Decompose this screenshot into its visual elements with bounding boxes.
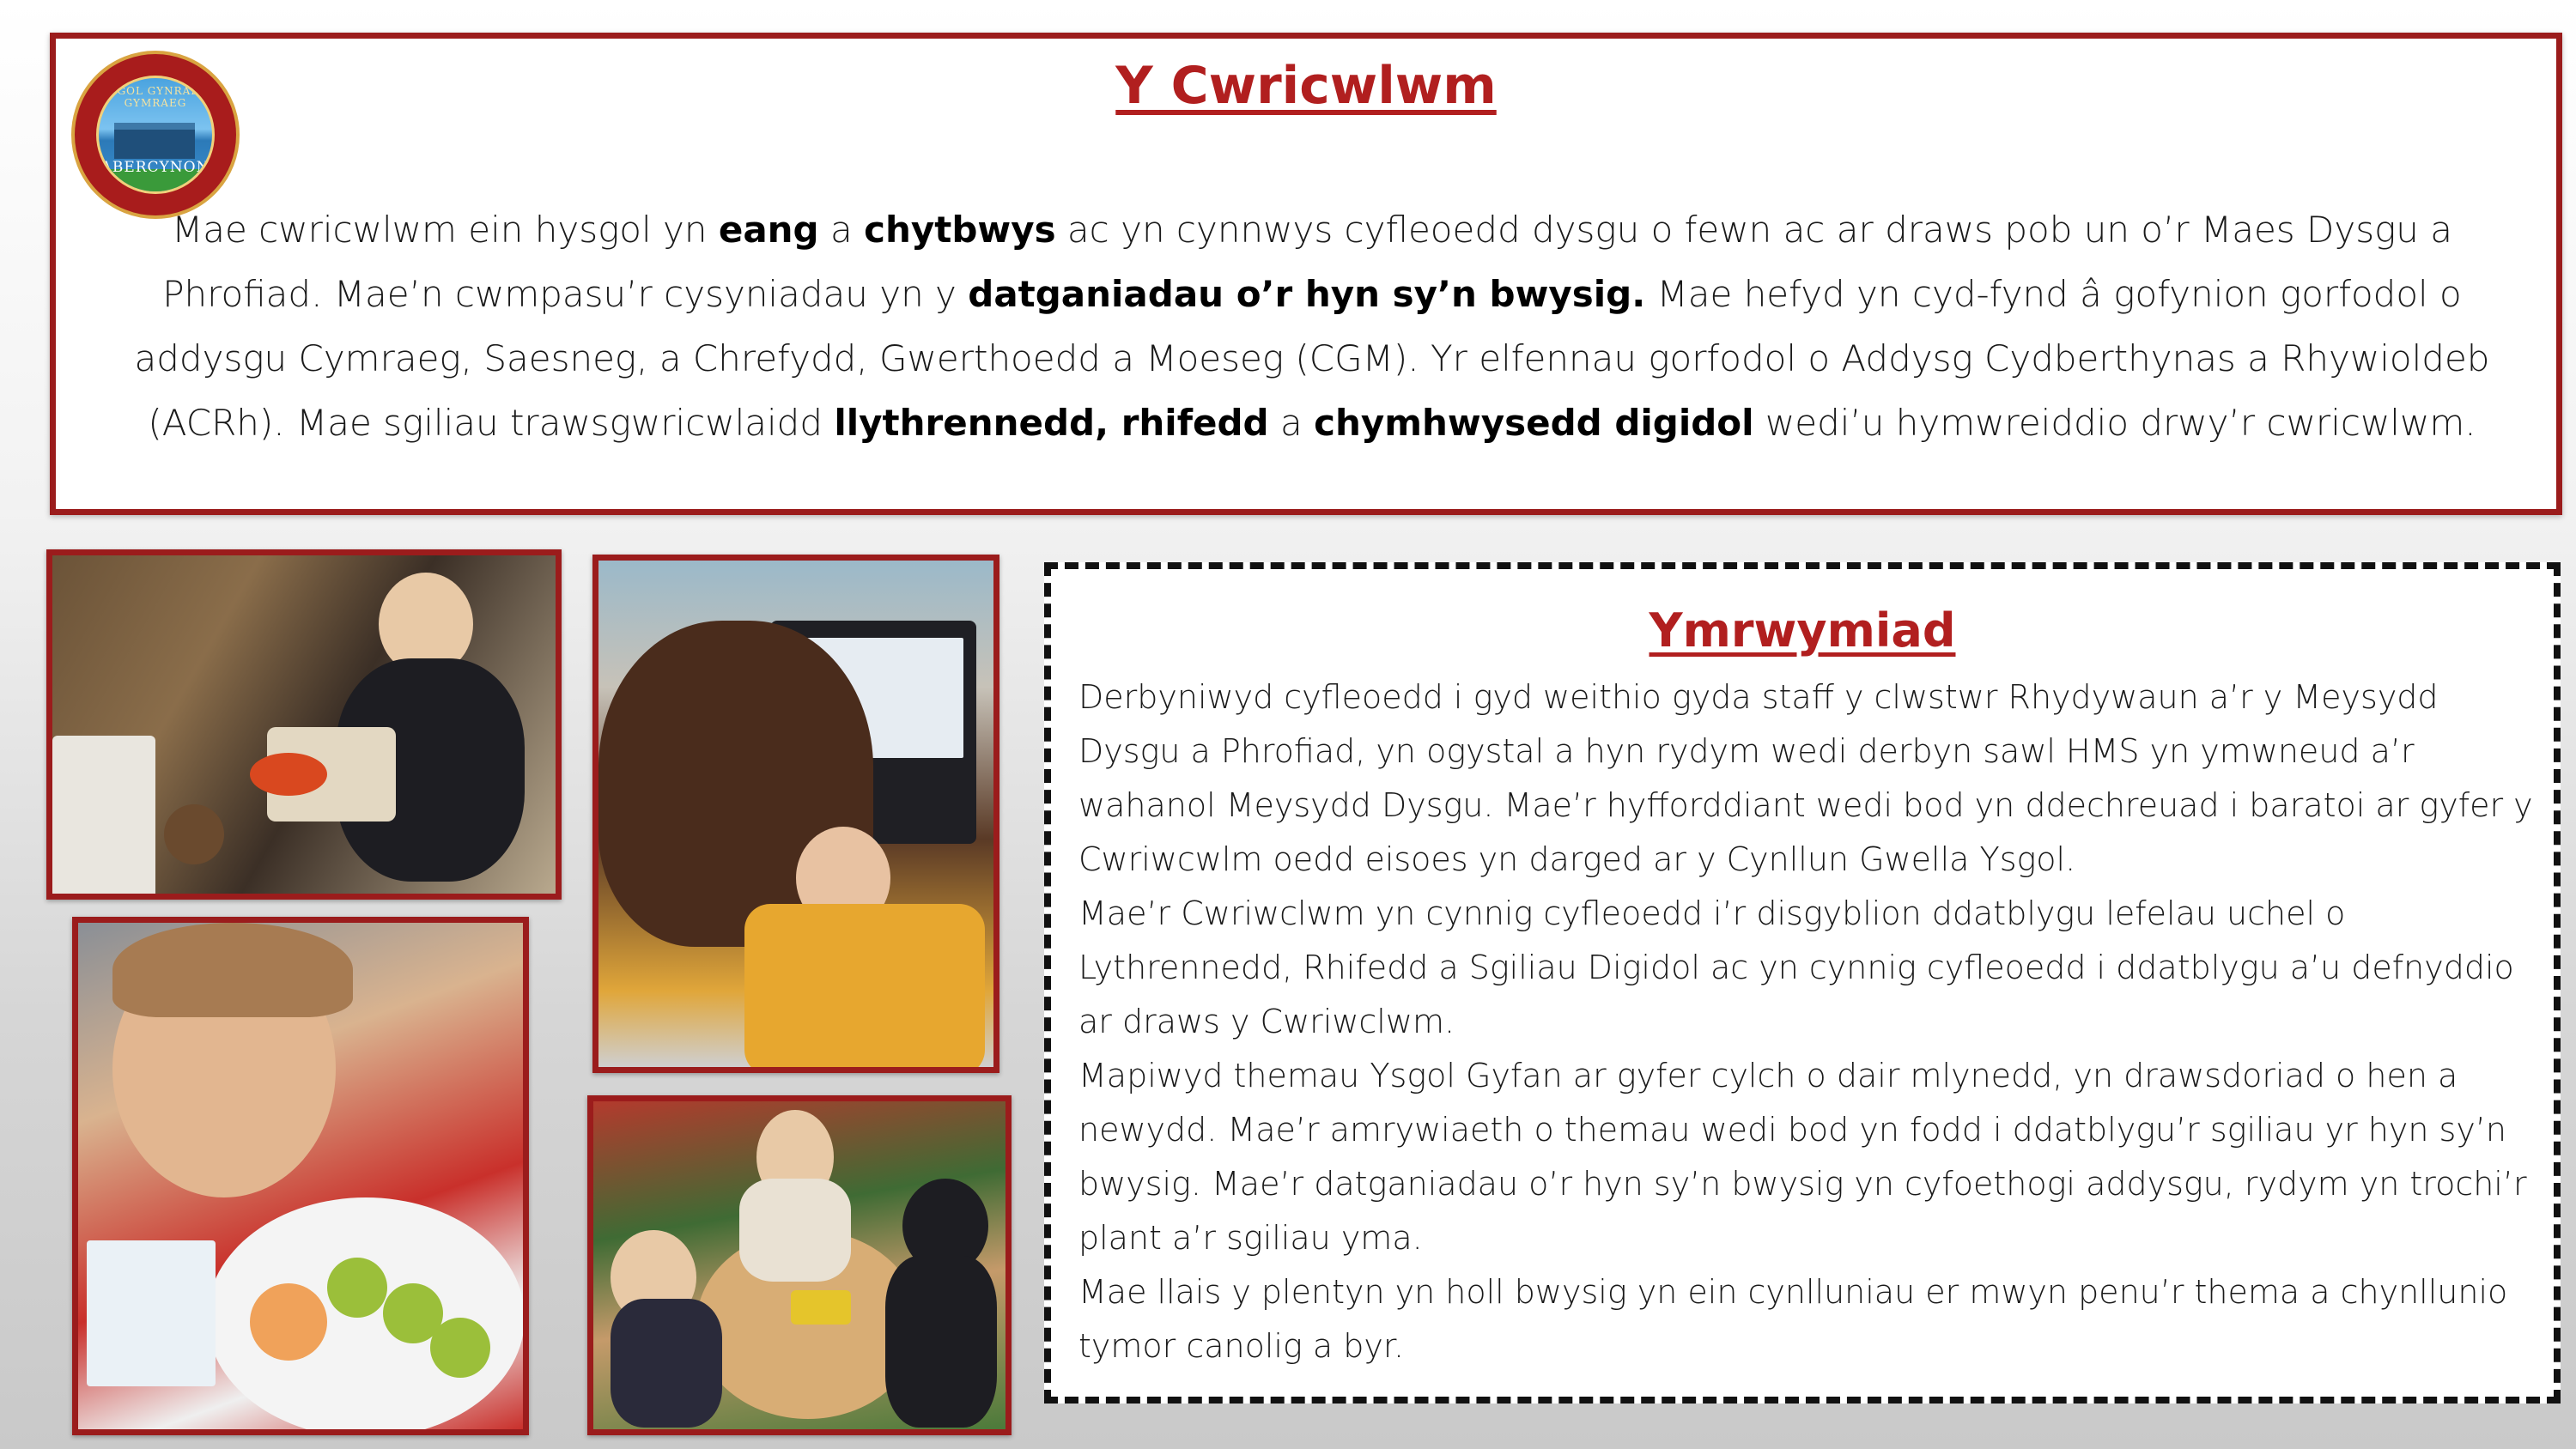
curriculum-panel [50,33,2562,515]
logo-arc-text: YSGOL GYNRADD GYMRAEG [101,85,210,109]
engagement-paragraph: Mae llais y plentyn yn holl bwysig yn ein cynlluniau er mwyn penu’r thema a chynllunio tymor canolig a byr. [1078,1273,2508,1365]
logo-name-text: ABERCYNON [100,159,210,176]
engagement-paragraph: Derbyniwyd cyfleoedd i gyd weithio gyda staff y clwstwr Rhydywaun a’r y Meysydd Dysgu a Phrofiad, yn ogystal a hyn rydym wedi derbyn sawl HMS yn ymwneud a’r wahanol Meysydd Dysgu. Mae’r hyfforddiant wedi bod yn ddechreuad i baratoi ar gyfer y Cwriwcwlm oedd eisoes yn darged ar y Cynllun Gwella Ysgol. [1078,678,2533,878]
engagement-paragraph: Mapiwyd themau Ysgol Gyfan ar gyfer cylch o dair mlynedd, yn drawsdoriad o hen a newydd. Mae’r amrywiaeth o themau wedi bod yn fodd i ddatblygu’r sgiliau yr hyn sy’n bwysig. Mae’r datganiadau o’r hyn sy’n bwysig yn cyfoethogi addysgu, rydym yn trochi’r plant a’r sgiliau yma. [1078,1057,2527,1257]
engagement-panel [1044,562,2561,1404]
keyword-llythrennedd: llythrennedd, rhifedd [834,402,1269,444]
keyword-datganiadau: datganiadau o’r hyn sy’n bwysig. [968,273,1646,315]
curriculum-intro: Mae cwricwlwm ein hysgol yn eang a chytbwys ac yn cynnwys cyfleoedd dysgu o fewn ac ar draws pob un o’r Maes Dysgu a Phrofiad. Mae’n cwmpasu’r cysyniadau yn y datganiadau o’r hyn sy’n bwysig. Mae hefyd yn cyd-fynd â gofynion gorfodol o addysgu Cymraeg, Saesneg, a Chrefydd, Gwerthoedd a Moeseg (CGM). Yr elfennau gorfodol o Addysg Cydberthynas a Rhywioldeb (ACRh). Mae sgiliau trawsgwricwlaidd llythrennedd, rhifedd a chymhwysedd digidol wedi’u hymwreiddio drwy’r cwricwlwm. [134,209,2490,444]
engagement-body [1078,670,2538,1373]
keyword-eang: eang [718,209,819,251]
curriculum-title: Y Cwricwlwm [1115,56,1497,116]
photo-outdoor-nature-activity [46,549,562,900]
engagement-title: Ymrwymiad [1649,603,1956,658]
keyword-chytbwys: chytbwys [864,209,1056,251]
keyword-digidol: chymhwysedd digidol [1314,402,1754,444]
engagement-paragraph: Mae’r Cwriwclwm yn cynnig cyfleoedd i’r disgyblion ddatblygu lefelau uchel o Lythrennedd, Rhifedd a Sgiliau Digidol ac yn cynnig cyfleoedd i ddatblygu a’u defnyddio ar draws y Cwriwclwm. [1078,894,2514,1040]
photo-fruit-caterpillar [72,917,529,1435]
photo-outdoor-play-table [587,1095,1012,1435]
photo-child-laptop [592,555,999,1073]
